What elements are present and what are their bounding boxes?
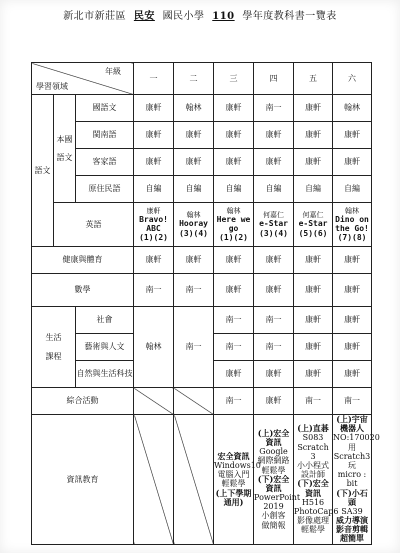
table-cell: 康軒 (294, 247, 333, 274)
integrated-label: 綜合活動 (32, 388, 134, 415)
life-curriculum-label (32, 307, 76, 388)
info-line: 通用) (223, 496, 244, 507)
info-line: NO:170020 (333, 433, 380, 443)
info-grade-4 (254, 415, 301, 545)
title-middle: 國民小學 (162, 11, 205, 22)
table-cell: 自編 (214, 176, 254, 203)
table-cell: 康軒 (333, 122, 372, 149)
english-book: Dino on the Go! (335, 214, 369, 233)
english-publisher: 何嘉仁 (302, 211, 324, 220)
grade-4-header: 四 (254, 63, 294, 95)
info-line: 設計師 (301, 470, 326, 480)
info-line: 2019 (263, 502, 284, 512)
minnan-label: 閩南語 (76, 122, 134, 149)
info-line: (上)宏全 (257, 427, 290, 438)
english-cell-5 (294, 203, 333, 247)
english-publisher: 何嘉仁 (263, 211, 285, 220)
table-cell: 康軒 (294, 361, 333, 388)
table-cell: 康軒 (294, 149, 333, 176)
language-group-label: 語文 (32, 95, 54, 247)
table-cell: 南一 (294, 388, 333, 415)
info-line: 做簡報 (261, 520, 286, 530)
english-cell-4 (254, 203, 294, 247)
grade-1-header: 一 (134, 63, 174, 95)
info-line: 資訊 (305, 487, 322, 498)
table-cell: 康軒 (333, 361, 372, 388)
info-grade-5 (294, 415, 339, 545)
info-line: H516 (301, 497, 325, 507)
empty-cell (134, 388, 174, 415)
social-label: 社會 (76, 307, 134, 334)
english-cell-1 (134, 203, 174, 247)
empty-cell (174, 415, 214, 545)
table-cell: 康軒 (214, 247, 254, 274)
info-line: S083 (302, 433, 324, 443)
table-cell: 康軒 (174, 122, 214, 149)
info-line: 威力導演 (336, 515, 369, 526)
english-publisher: 翰林 (226, 206, 241, 215)
table-cell: 康軒 (294, 334, 333, 361)
english-cell-6 (333, 203, 372, 247)
table-cell: 康軒 (294, 274, 333, 307)
table-cell: 南一 (254, 334, 294, 361)
table-cell: 康軒 (174, 149, 214, 176)
info-line: PhotoCap6 (294, 506, 339, 516)
info-grade-6 (333, 414, 380, 545)
table-cell: 康軒 (294, 95, 333, 122)
info-line: 機器人 (340, 423, 365, 434)
table-cell: 康軒 (333, 274, 372, 307)
area-label: 學習領域 (36, 81, 68, 91)
table-cell: 康軒 (254, 388, 294, 415)
table-cell: 自編 (134, 176, 174, 203)
info-line: 小創客 (261, 511, 286, 521)
info-line: 影音剪輯 (336, 524, 369, 535)
english-volume: (1)(2) (139, 233, 168, 243)
info-line: (下)小石頭 (336, 487, 368, 507)
arts-label: 藝術與人文 (76, 334, 134, 361)
page-title (0, 7, 400, 22)
grade-6-header: 六 (333, 63, 372, 95)
table-cell: 康軒 (254, 247, 294, 274)
table-cell: 康軒 (214, 95, 254, 122)
native-language-group-label (54, 95, 76, 203)
table-cell: 南一 (214, 388, 254, 415)
info-line: (上)直碁 (297, 423, 329, 434)
info-line: micro : bit (337, 470, 367, 489)
info-label: 資訊教育 (32, 415, 134, 545)
english-cell-3 (214, 203, 254, 247)
empty-cell (174, 388, 214, 415)
table-cell: 康軒 (294, 307, 333, 334)
grade-5-header: 五 (294, 63, 333, 95)
english-publisher: 康軒 (146, 206, 161, 215)
table-cell: 康軒 (134, 95, 174, 122)
table-cell: 南一 (214, 307, 254, 334)
table-cell: 康軒 (214, 361, 254, 388)
table-cell: 康軒 (254, 149, 294, 176)
table-cell: 康軒 (333, 149, 372, 176)
info-line: Windows10 (214, 460, 261, 470)
table-cell: 自編 (174, 176, 214, 203)
mandarin-label: 國語文 (76, 95, 134, 122)
english-book: Hooray (179, 219, 208, 229)
table-cell: 康軒 (214, 122, 254, 149)
math-label: 數學 (32, 274, 134, 307)
academic-year: 110 (212, 11, 235, 22)
info-line: (下)宏全 (297, 478, 329, 489)
header-corner (32, 63, 134, 95)
info-line: PowerPoint (254, 493, 301, 503)
hakka-label: 客家語 (76, 149, 134, 176)
table-cell: 南一 (254, 95, 294, 122)
table-cell: 康軒 (333, 247, 372, 274)
english-volume: (3)(4) (179, 228, 208, 238)
info-line: 宏全資訊 (217, 450, 250, 461)
info-line: 輕鬆學 (221, 479, 246, 489)
title-prefix: 新北市新莊區 (63, 11, 127, 22)
table-cell: 南一 (254, 307, 294, 334)
table-cell: 自編 (333, 176, 372, 203)
table-cell: 康軒 (254, 274, 294, 307)
native-label-2: 語文 (56, 153, 73, 163)
table-cell: 康軒 (214, 149, 254, 176)
info-line: 輕鬆學 (261, 465, 286, 475)
curriculum-label: 課程 (45, 351, 62, 361)
info-line: 資訊 (265, 482, 282, 493)
table-cell: 康軒 (134, 122, 174, 149)
table-cell: 康軒 (254, 361, 294, 388)
table-cell: 南一 (174, 274, 214, 307)
english-publisher: 翰林 (186, 211, 201, 220)
table-cell: 康軒 (254, 122, 294, 149)
english-cell-2 (174, 203, 214, 247)
grade-2-header: 二 (174, 63, 214, 95)
table-cell: 康軒 (174, 247, 214, 274)
info-line: 輕鬆學 (301, 525, 326, 535)
science-label: 自然與生活科技 (76, 361, 134, 388)
english-publisher: 翰林 (345, 206, 360, 215)
english-label: 英語 (54, 203, 134, 247)
health-label: 健康與體育 (32, 247, 134, 274)
table-cell: 翰林 (333, 95, 372, 122)
info-line: Scratch 3 (297, 442, 329, 461)
info-line: SA39 (341, 506, 363, 516)
grade-3-header: 三 (214, 63, 254, 95)
info-line: 網際網路 (257, 456, 290, 466)
table-cell: 南一 (333, 388, 372, 415)
info-line: (上)宇宙 (336, 414, 368, 424)
table-cell: 自編 (254, 176, 294, 203)
english-book: Here we go (216, 214, 251, 233)
life-grade-1: 翰林 (134, 307, 174, 388)
grade-label: 年級 (105, 67, 122, 76)
info-line: 資訊 (265, 436, 282, 447)
info-line: (下)宏全 (257, 473, 290, 484)
table-cell: 翰林 (174, 95, 214, 122)
life-label: 生活 (45, 333, 62, 343)
info-line: 電腦入門 (217, 470, 250, 480)
english-book: e-Star (298, 219, 328, 229)
table-cell: 南一 (134, 274, 174, 307)
english-volume: (5)(6) (298, 228, 328, 238)
info-line: 小小程式 (297, 460, 330, 470)
school-name: 民安 (133, 11, 155, 22)
table-cell: 康軒 (214, 274, 254, 307)
english-volume: (3)(4) (259, 228, 288, 238)
info-line: (上下學期 (215, 487, 252, 498)
info-line: 超簡單 (340, 533, 365, 544)
table-cell: 康軒 (333, 334, 372, 361)
life-grade-2: 南一 (174, 307, 214, 388)
indigenous-label: 原住民語 (76, 176, 134, 203)
empty-cell (134, 415, 174, 545)
english-volume: (1)(2) (219, 233, 248, 243)
table-cell: 康軒 (134, 149, 174, 176)
table-cell: 南一 (214, 334, 254, 361)
english-book: e-Star (259, 219, 288, 229)
title-suffix: 學年度教科書一覽表 (242, 11, 337, 22)
table-cell: 自編 (294, 176, 333, 203)
info-line: 影像處理 (297, 516, 330, 526)
info-line: 用 Scratch3 玩 (333, 442, 371, 470)
native-label-1: 本國 (56, 134, 73, 144)
table-cell: 康軒 (333, 307, 372, 334)
info-line: Google (259, 447, 288, 457)
textbook-table (31, 62, 380, 545)
table-cell: 康軒 (294, 122, 333, 149)
english-book: Bravo! ABC (139, 214, 168, 233)
info-grade-3 (214, 415, 261, 545)
table-cell: 康軒 (134, 247, 174, 274)
english-volume: (7)(8) (337, 233, 367, 243)
